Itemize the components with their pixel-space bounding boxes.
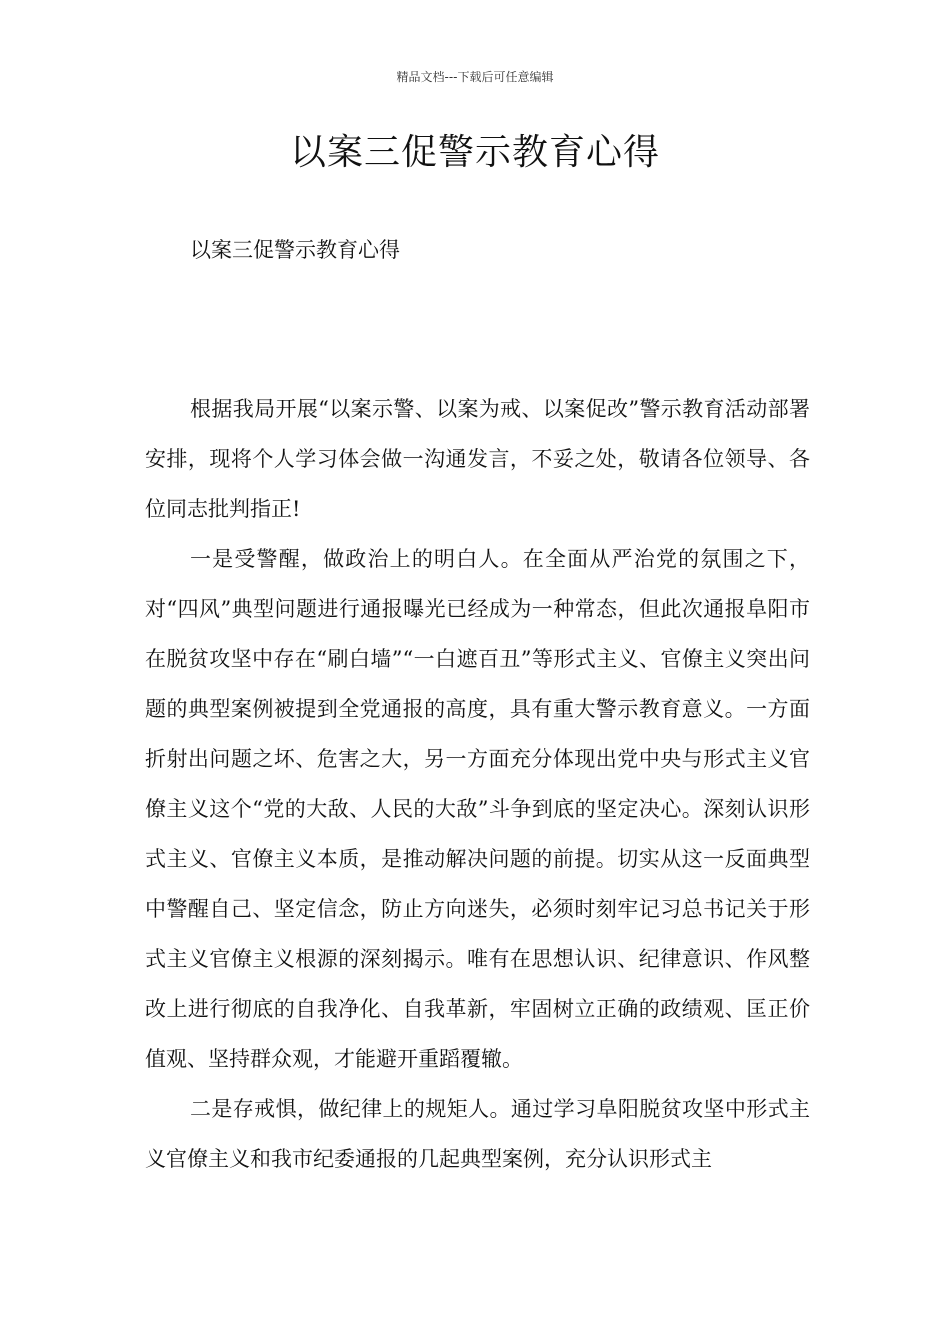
document-body (145, 384, 810, 1184)
paragraph-point-one: 一是受警醒，做政治上的明白人。在全面从严治党的氛围之下，对“四风”典型问题进行通报曝光已经成为一种常态，但此次通报阜阳市在脱贫攻坚中存在“刷白墙”“一白遮百丑”等形式主义、官僚主义突出问题的典型案例被提到全党通报的高度，具有重大警示教育意义。一方面折射出问题之坏、危害之大，另一方面充分体现出党中央与形式主义官僚主义这个“党的大敌、人民的大敌”斗争到底的坚定决心。深刻认识形式主义、官僚主义本质，是推动解决问题的前提。切实从这一反面典型中警醒自己、坚定信念，防止方向迷失，必须时刻牢记习总书记关于形式主义官僚主义根源的深刻揭示。唯有在思想认识、纪律意识、作风整改上进行彻底的自我净化、自我革新，牢固树立正确的政绩观、匡正价值观、坚持群众观，才能避开重蹈覆辙。 (145, 547, 810, 1071)
header-note: 精品文档---下载后可任意编辑 (396, 70, 554, 84)
document-subtitle: 以案三促警示教育心得 (190, 238, 400, 262)
paragraph-intro: 根据我局开展“以案示警、以案为戒、以案促改”警示教育活动部署安排，现将个人学习体会做一沟通发言，不妥之处，敬请各位领导、各位同志批判指正! (145, 397, 810, 521)
document-title: 以案三促警示教育心得 (289, 132, 660, 173)
paragraph-point-two: 二是存戒惧，做纪律上的规矩人。通过学习阜阳脱贫攻坚中形式主义官僚主义和我市纪委通报的几起典型案例，充分认识形式主 (145, 1097, 810, 1171)
